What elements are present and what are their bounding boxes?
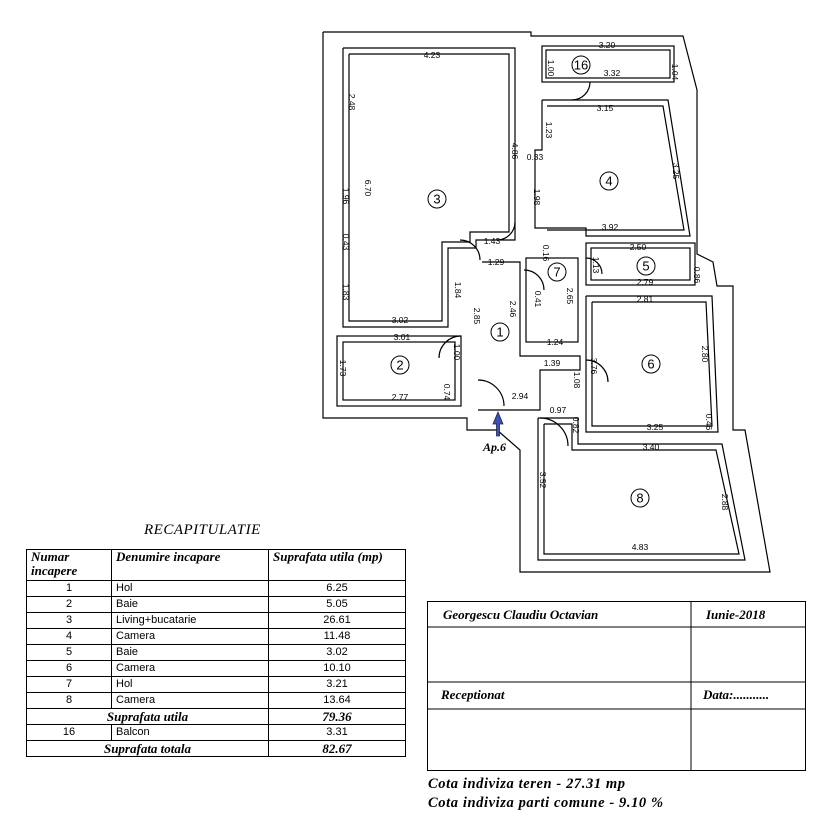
dimension-label: 3.40 [642,442,660,452]
notes [428,775,664,813]
recap-row [27,613,406,629]
dimension-label: 0.86 [692,266,702,284]
door-arc [572,82,590,100]
room5-wall-inner [591,248,690,280]
dimension-label: 0.16 [541,244,551,262]
dimension-label: 3.02 [391,315,409,325]
room-nr: 2 [27,597,112,613]
dimension-label: 3.25 [671,162,681,180]
dimension-label: 1.08 [572,371,582,389]
grand-total-row-label: Suprafata totala [27,741,269,757]
dimension-label: 3.25 [646,422,664,432]
dimension-label: 3.32 [603,68,621,78]
room-area: 10.10 [269,661,406,677]
room-name: Camera [112,693,269,709]
dimension-label: 1.00 [546,59,556,77]
date-label: Data:........... [703,687,770,702]
dimension-label: 6.70 [363,179,373,197]
dimension-label: 1.98 [532,188,542,206]
room4-wall-inner [547,106,684,230]
dimension-label: 2.85 [472,307,482,325]
dimension-label: 1.84 [453,281,463,299]
dimension-label: 2.88 [720,493,730,511]
room-area: 11.48 [269,629,406,645]
dimension-label: 1.13 [591,256,601,274]
dimension-label: 1.73 [338,359,348,377]
recap-row [27,581,406,597]
dimension-label: 4.86 [510,142,520,160]
room-number: 2 [396,357,404,373]
dimension-label: 3.20 [598,40,616,50]
room-number: 3 [433,191,441,207]
dimension-label: 1.29 [487,257,505,267]
room-area: 26.61 [269,613,406,629]
entrance-arrow-icon [493,412,503,436]
dimension-label: 0.33 [526,152,544,162]
room-name: Living+bucatarie [112,613,269,629]
signature-box [427,601,806,771]
dimension-label: 1.24 [546,337,564,347]
recap-row [27,597,406,613]
dimension-label: 3.92 [601,222,619,232]
dimension-label: 0.74 [442,383,452,401]
dimension-label: 0.82 [571,416,581,434]
dimension-label: 2.65 [565,287,575,305]
room-number: 5 [642,258,650,274]
header-nr: Numar incapere [27,550,112,581]
recap-row [27,693,406,709]
author-name: Georgescu Claudiu Octavian [443,607,599,622]
room-area: 6.25 [269,581,406,597]
entrance-label: Ap.6 [483,440,507,454]
dimension-label: 2.81 [636,294,654,304]
room-number: 6 [647,356,655,372]
grand-total-row-value: 82.67 [269,741,406,757]
util-total-row [27,709,406,725]
door-arc [524,270,544,290]
room-nr: 1 [27,581,112,597]
room4-wall [535,100,690,236]
dimension-label: 3.01 [393,332,411,342]
dimension-label: 0.41 [533,290,543,308]
note-teren: Cota indiviza teren - 27.31 mp [428,776,626,792]
grand-total-row [27,741,406,757]
door-arc [460,240,480,260]
room-area: 3.02 [269,645,406,661]
dimension-label: 0.43 [341,233,351,251]
util-total-row-value: 79.36 [269,709,406,725]
dimension-label: 2.94 [511,391,529,401]
room-name: Baie [112,597,269,613]
doc-date: Iunie-2018 [706,607,766,622]
dimension-label: 0.46 [704,413,714,431]
header-area: Suprafata utila (mp) [269,550,406,581]
room-number: 1 [496,324,504,340]
recap-table [26,549,406,757]
hall-wall [478,262,580,410]
room-area: 3.21 [269,677,406,693]
door-arc [478,380,504,406]
room-number: 4 [605,173,613,189]
dimension-label: 2.46 [508,300,518,318]
room-number: 16 [573,57,589,73]
room-number: 8 [636,490,644,506]
room-name: Hol [112,677,269,693]
room-name: Balcon [112,725,269,741]
dimension-label: 2.80 [700,345,710,363]
dimension-label: 2.48 [347,93,357,111]
recap-title: RECAPITULATIE [144,522,261,538]
dimension-label: 2.77 [391,392,409,402]
room-area: 3.31 [269,725,406,741]
room-nr: 4 [27,629,112,645]
room-area: 5.05 [269,597,406,613]
room-name: Baie [112,645,269,661]
room-nr: 6 [27,661,112,677]
room-name: Camera [112,661,269,677]
dimension-label: 1.23 [544,121,554,139]
dimension-label: 2.50 [629,242,647,252]
dimension-label: 4.23 [423,50,441,60]
room-number: 7 [553,264,561,280]
dimension-label: 1.39 [543,358,561,368]
dimension-label: 1.83 [341,283,351,301]
dimension-label: 1.43 [483,236,501,246]
dimension-label: 4.83 [631,542,649,552]
dimension-label: 1.04 [670,63,680,81]
room-name: Hol [112,581,269,597]
dimension-label: 1.96 [341,187,351,205]
util-total-row-label: Suprafata utila [27,709,269,725]
room-name: Camera [112,629,269,645]
recap-row [27,629,406,645]
recap-row [27,645,406,661]
balcony-row [27,725,406,741]
recap-row [27,661,406,677]
room-nr: 16 [27,725,112,741]
header-name: Denumire incapare [112,550,269,581]
dimension-label: 0.97 [549,405,567,415]
room-area: 13.64 [269,693,406,709]
dimension-label: 2.79 [636,277,654,287]
room-nr: 7 [27,677,112,693]
received-label: Receptionat [441,687,505,702]
dimension-label: 3.52 [538,471,548,489]
dimension-label: 3.76 [589,357,599,375]
note-parti-comune: Cota indiviza parti comune - 9.10 % [428,795,664,811]
dimension-label: 3.15 [596,103,614,113]
recap-row [27,677,406,693]
dimension-label: 1.00 [452,343,462,361]
room-nr: 5 [27,645,112,661]
room-nr: 8 [27,693,112,709]
room-nr: 3 [27,613,112,629]
